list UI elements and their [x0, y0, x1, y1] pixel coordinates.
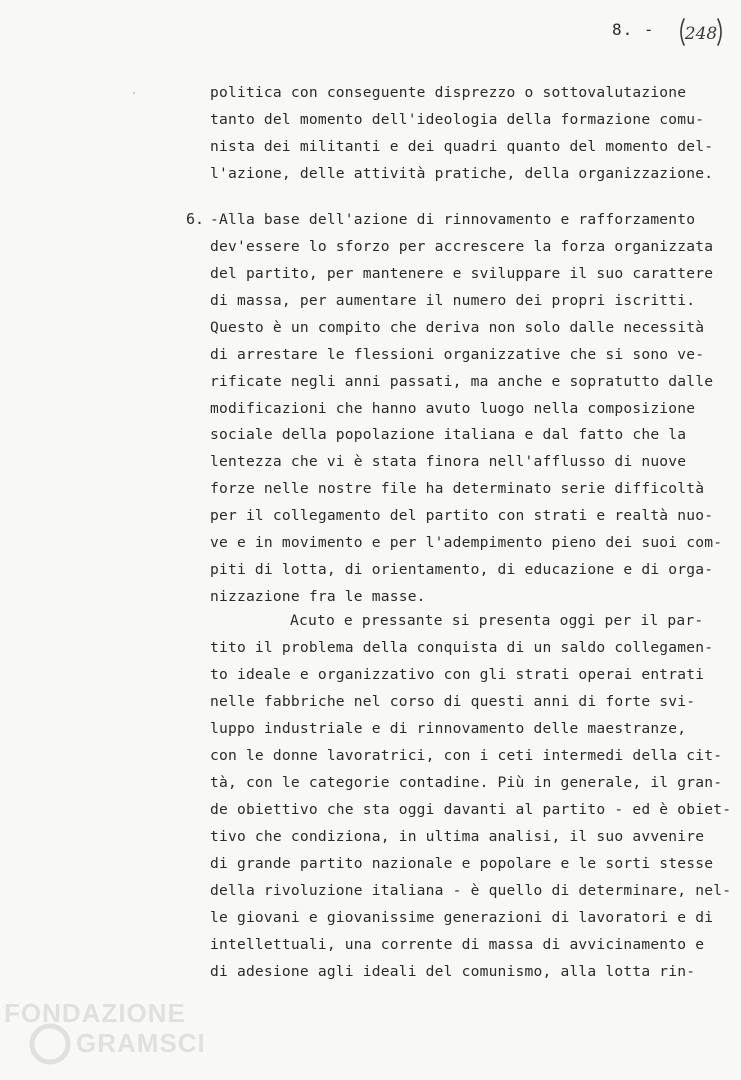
paragraph-2-line-9: sociale della popolazione italiana e dal fatto che la [210, 426, 687, 443]
paragraph-3-line-5: luppo industriale e di rinnovamento delle maestranze, [210, 720, 687, 737]
paragraph-2-line-2: dev'essere lo sforzo per accrescere la forza organizzata [210, 238, 714, 255]
paragraph-1-line-2: tanto del momento dell'ideologia della formazione comu- [210, 111, 705, 128]
paragraph-3-line-13: intellettuali, una corrente di massa di avvicinamento e [210, 936, 705, 953]
paragraph-3-line-7: tà, con le categorie contadine. Più in generale, il gran- [210, 774, 723, 791]
archive-stamp-mark [676, 15, 726, 49]
archive-stamp [676, 15, 726, 49]
paragraph-2-line-4: di massa, per aumentare il numero dei propri iscritti. [210, 292, 696, 309]
paragraph-3-line-11: della rivoluzione italiana - è quello di determinare, nel- [210, 882, 732, 899]
stray-mark [133, 92, 135, 94]
paragraph-2-line-11: forze nelle nostre file ha determinato serie difficoltà [210, 480, 705, 497]
paragraph-2-line-7: rificate negli anni passati, ma anche e sopratutto dalle [210, 373, 714, 390]
paragraph-2-line-10: lentezza che vi è stata finora nell'afflusso di nuove [210, 453, 687, 470]
page-number: 8. - [612, 20, 655, 39]
paragraph-1-line-1: politica con conseguente disprezzo o sottovalutazione [210, 84, 687, 101]
watermark-line-1: FONDAZIONE [4, 998, 186, 1028]
paragraph-2-line-1: -Alla base dell'azione di rinnovamento e rafforzamento [210, 211, 696, 228]
paragraph-3-line-4: nelle fabbriche nel corso di questi anni di forte svi- [210, 693, 696, 710]
paragraph-3-line-3: to ideale e organizzativo con gli strati operai entrati [210, 666, 705, 683]
paragraph-3-line-6: con le donne lavoratrici, con i ceti intermedi della cit- [210, 747, 723, 764]
watermark-line-2: GRAMSCI [76, 1028, 206, 1058]
paragraph-3-line-10: di grande partito nazionale e popolare e le sorti stesse [210, 855, 714, 872]
paragraph-2-line-14: piti di lotta, di orientamento, di educazione e di orga- [210, 561, 714, 578]
paragraph-3-line-1: Acuto e pressante si presenta oggi per il par- [290, 612, 704, 629]
paragraph-1-line-4: l'azione, delle attività pratiche, della organizzazione. [210, 165, 714, 182]
paragraph-2-line-13: ve e in movimento e per l'adempimento pieno dei suoi com- [210, 534, 723, 551]
watermark-logo [0, 998, 240, 1068]
archive-stamp-number: 248 [684, 24, 718, 44]
paragraph-3-line-2: tito il problema della conquista di un saldo collegamen- [210, 639, 714, 656]
paragraph-2-line-6: di arrestare le flessioni organizzative che si sono ve- [210, 346, 705, 363]
paragraph-2-line-5: Questo è un compito che deriva non solo dalle necessità [210, 319, 705, 336]
paragraph-2-line-15: nizzazione fra le masse. [210, 588, 426, 605]
paragraph-3-line-8: de obiettivo che sta oggi davanti al partito - ed è obiet- [210, 801, 732, 818]
item-number: 6. [186, 210, 205, 228]
fondazione-gramsci-watermark [0, 998, 240, 1068]
paragraph-3-line-12: le giovani e giovanissime generazioni di lavoratori e di [210, 909, 714, 926]
paragraph-2-line-3: del partito, per mantenere e sviluppare il suo carattere [210, 265, 714, 282]
paragraph-2-line-12: per il collegamento del partito con strati e realtà nuo- [210, 507, 714, 524]
paragraph-3-line-9: tivo che condiziona, in ultima analisi, il suo avvenire [210, 828, 705, 845]
paragraph-1-line-3: nista dei militanti e dei quadri quanto del momento del- [210, 138, 714, 155]
paragraph-3-line-14: di adesione agli ideali del comunismo, alla lotta rin- [210, 963, 696, 980]
paragraph-2-line-8: modificazioni che hanno avuto luogo nella composizione [210, 400, 696, 417]
